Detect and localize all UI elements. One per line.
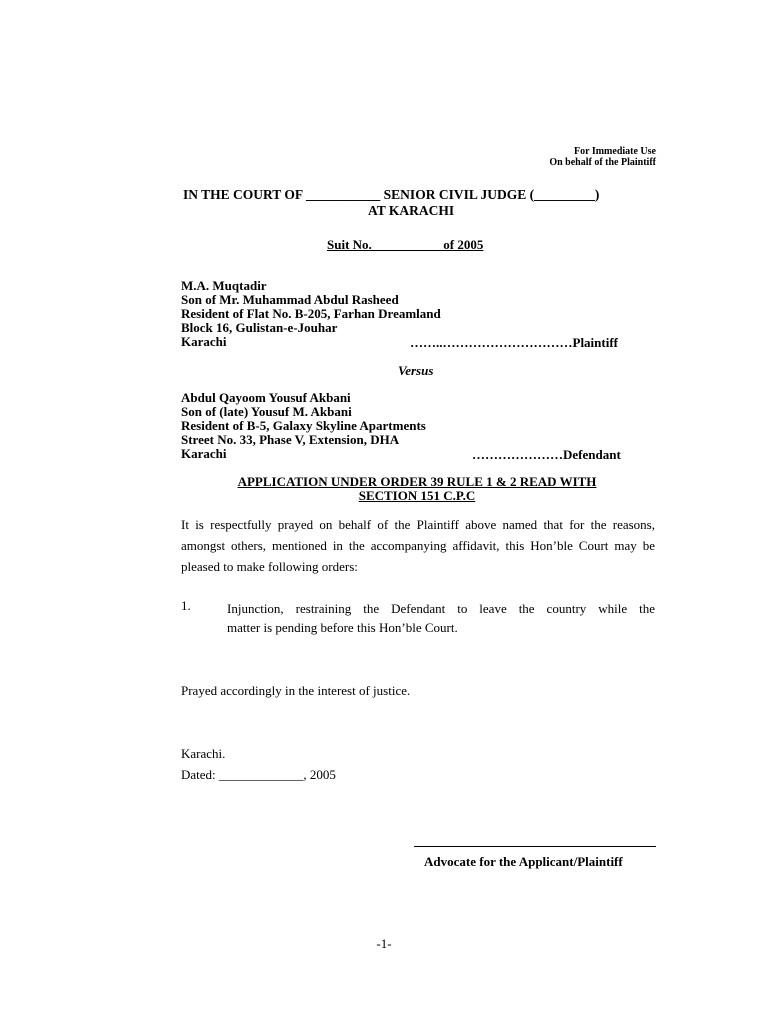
plaintiff-address-1: Resident of Flat No. B-205, Farhan Dreamland [181,306,441,321]
prayer-intro-paragraph: It is respectfully prayed on behalf of the Plaintiff above named that for the reasons, amongst others, mentioned in the accompanying affidavit, this Hon’ble Court may be pleased to make following orders: [181,517,655,574]
plaintiff-role: ……..…………………………Plaintiff [410,335,618,350]
plaintiff-name: M.A. Muqtadir [181,278,267,293]
court-location: AT KARACHI [368,203,455,218]
application-title-line-1: APPLICATION UNDER ORDER 39 RULE 1 & 2 READ WITH [237,474,597,489]
suit-number: Suit No.___________of 2005 [327,237,484,252]
page-number: -1- [376,936,392,951]
defendant-city: Karachi [181,446,227,461]
plaintiff-city: Karachi [181,334,227,349]
court-heading: IN THE COURT OF ___________ SENIOR CIVIL JUDGE (_________) [183,187,600,202]
defendant-parent: Son of (late) Yousuf M. Akbani [181,404,352,419]
place: Karachi. [181,746,226,761]
application-title-line-2: SECTION 151 C.P.C [358,488,476,503]
order-text-line-2: matter is pending before this Hon’ble Court. [227,620,458,635]
defendant-address-1: Resident of B-5, Galaxy Skyline Apartments [181,418,426,433]
closing-sentence: Prayed accordingly in the interest of justice. [181,683,411,698]
behalf-note: On behalf of the Plaintiff [549,157,656,168]
immediate-use-note: For Immediate Use [573,146,656,157]
dated-line: Dated: _____________, 2005 [181,767,336,782]
signature-line [414,846,656,847]
versus-label: Versus [398,363,434,378]
signature-label: Advocate for the Applicant/Plaintiff [424,854,623,869]
order-number: 1. [181,598,191,613]
defendant-role: …………………Defendant [472,447,621,462]
order-text-line-1: Injunction, restraining the Defendant to leave the country while the [227,601,655,616]
defendant-name: Abdul Qayoom Yousuf Akbani [181,390,351,405]
plaintiff-parent: Son of Mr. Muhammad Abdul Rasheed [181,292,399,307]
plaintiff-address-2: Block 16, Gulistan-e-Jouhar [181,320,338,335]
defendant-address-2: Street No. 33, Phase V, Extension, DHA [181,432,400,447]
